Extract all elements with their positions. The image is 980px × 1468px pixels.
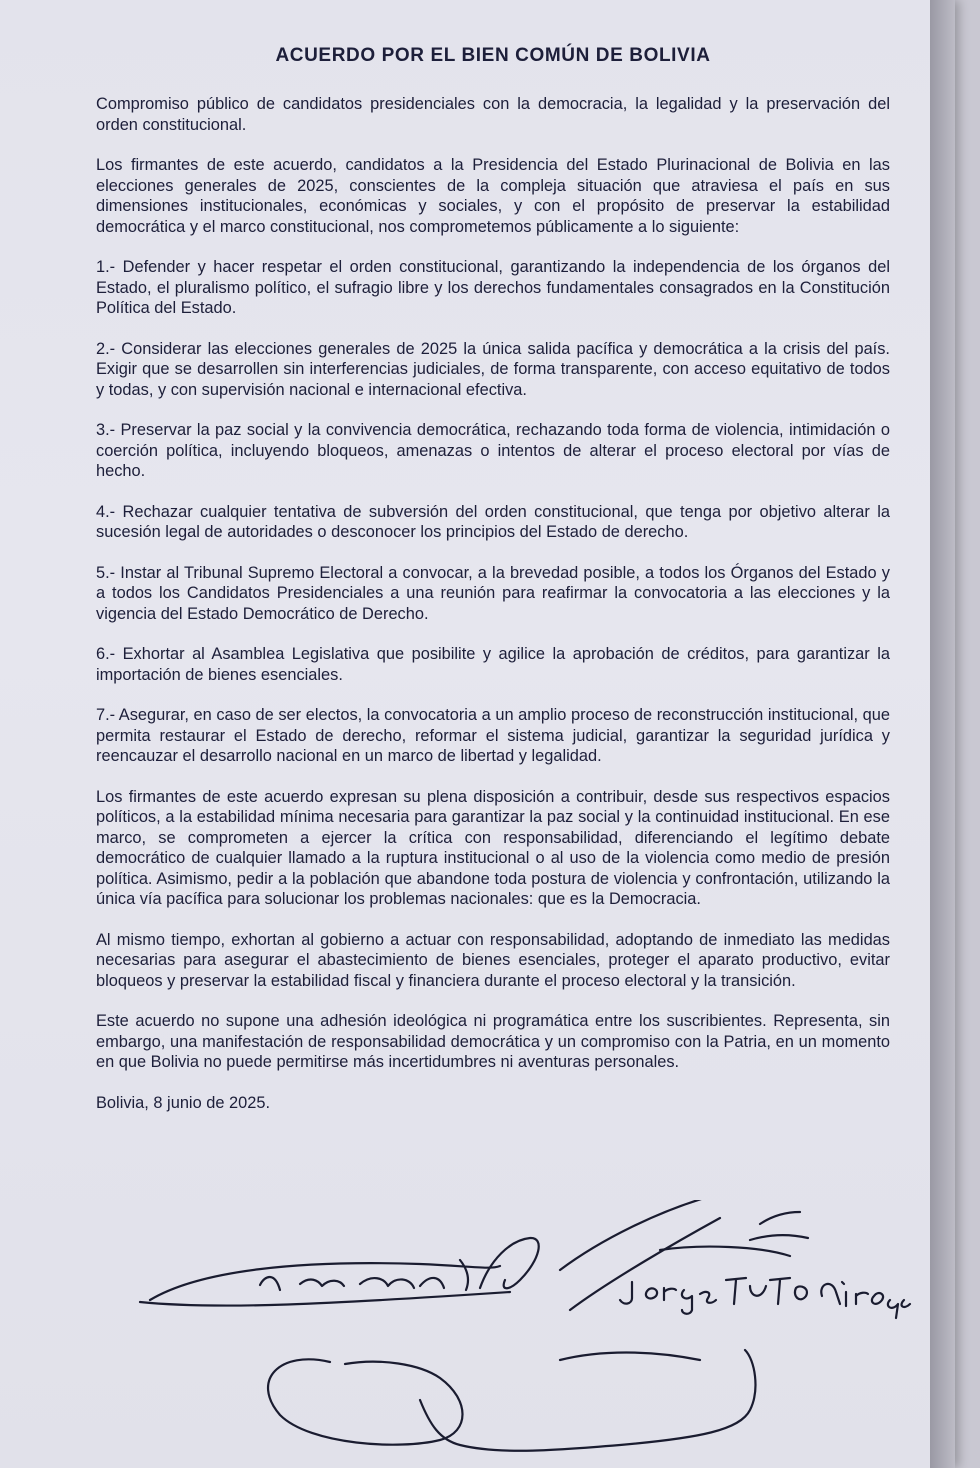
commitment-item: 5.- Instar al Tribunal Supremo Electoral a convocar, a la brevedad posible, a todos los Órganos del Estado y a todos los Candidatos Presidenciales a una reunión para reafirmar la convocatoria a las elecciones y la vigencia del Estado Democrático de Derecho. [96,563,890,623]
signatures-area [0,1200,955,1468]
commitment-item: 4.- Rechazar cualquier tentativa de subversión del orden constitucional, que tenga por objetivo alterar la sucesión legal de autoridades o desconocer los principios del Estado de derecho. [96,502,890,541]
commitment-item: 6.- Exhortar al Asamblea Legislativa que posibilite y agilice la aprobación de créditos, para garantizar la importación de bienes esenciales. [96,645,890,684]
commitment-item: 3.- Preservar la paz social y la convivencia democrática, rechazando toda forma de violencia, intimidación o coerción política, incluyendo bloqueos, amenazas o intentos de alterar el proceso electoral por vías de hecho. [96,421,890,480]
intro-paragraph: Los firmantes de este acuerdo, candidatos a la Presidencia del Estado Plurinacional de Bolivia en las elecciones generales de 2025, conscientes de la compleja situación que atraviesa el país en sus dimensiones institucionales, económicas y sociales, y con el propósito de preservar la estabilidad democrática y el marco constitucional, nos comprometemos públicamente a lo siguiente: [96,156,890,236]
signature-3-mark [268,1350,755,1451]
commitment-item: 2.- Considerar las elecciones generales de 2025 la única salida pacífica y democrática a la crisis del país. Exigir que se desarrollen sin interferencias judiciales, de forma transparente, con acceso equitativo de todos y todas, y con supervisión nacional e internacional efectiva. [96,339,890,399]
document-body [96,44,890,1133]
signature-2-mark [560,1200,910,1318]
closing-paragraph: Este acuerdo no supone una adhesión ideológica ni programática entre los suscribientes. Representa, sin embargo, una manifestación de responsabilidad democrática y un compromiso con la Patria, en un momento en que Bolivia no puede permitirse más incertidumbres ni aventuras personales. [96,1012,890,1071]
place-date: Bolivia, 8 junio de 2025. [96,1093,271,1112]
signature-1-mark [140,1238,539,1306]
document-title: ACUERDO POR EL BIEN COMÚN DE BOLIVIA [275,45,711,66]
signatures-drawing [0,1200,955,1468]
closing-paragraph: Al mismo tiempo, exhortan al gobierno a actuar con responsabilidad, adoptando de inmediato las medidas necesarias para asegurar el abastecimiento de bienes esenciales, proteger el aparato productivo, evitar bloqueos y preservar la estabilidad fiscal y financiera durante el proceso electoral y la transición. [96,930,890,990]
document-subtitle: Compromiso público de candidatos presidenciales con la democracia, la legalidad y la preservación del orden constitucional. [96,95,890,134]
commitments-list [96,257,890,767]
commitment-item: 7.- Asegurar, en caso de ser electos, la convocatoria a un amplio proceso de reconstrucción institucional, que permita restaurar el Estado de derecho, reformar el sistema judicial, garantizar la seguridad jurídica y reencauzar el desarrollo nacional en un marco de libertad y legalidad. [96,706,890,765]
paper-edge-shadow [930,0,955,1468]
commitment-item: 1.- Defender y hacer respetar el orden constitucional, garantizando la independencia de los órganos del Estado, el pluralismo político, el sufragio libre y los derechos fundamentales consagrados en la Constitución Política del Estado. [96,258,890,317]
closing-paragraph: Los firmantes de este acuerdo expresan su plena disposición a contribuir, desde sus respectivos espacios políticos, a la estabilidad mínima necesaria para garantizar la paz social y la continuidad institucional. En ese marco, se comprometen a ejercer la crítica con responsabilidad, diferenciando el legítimo debate democrático de cualquier llamado a la ruptura institucional o al uso de la violencia como medio de presión política. Asimismo, pedir a la población que abandone toda postura de violencia y confrontación, utilizando la única vía pacífica para solucionar los problemas nacionales: que es la Democracia. [96,787,890,908]
